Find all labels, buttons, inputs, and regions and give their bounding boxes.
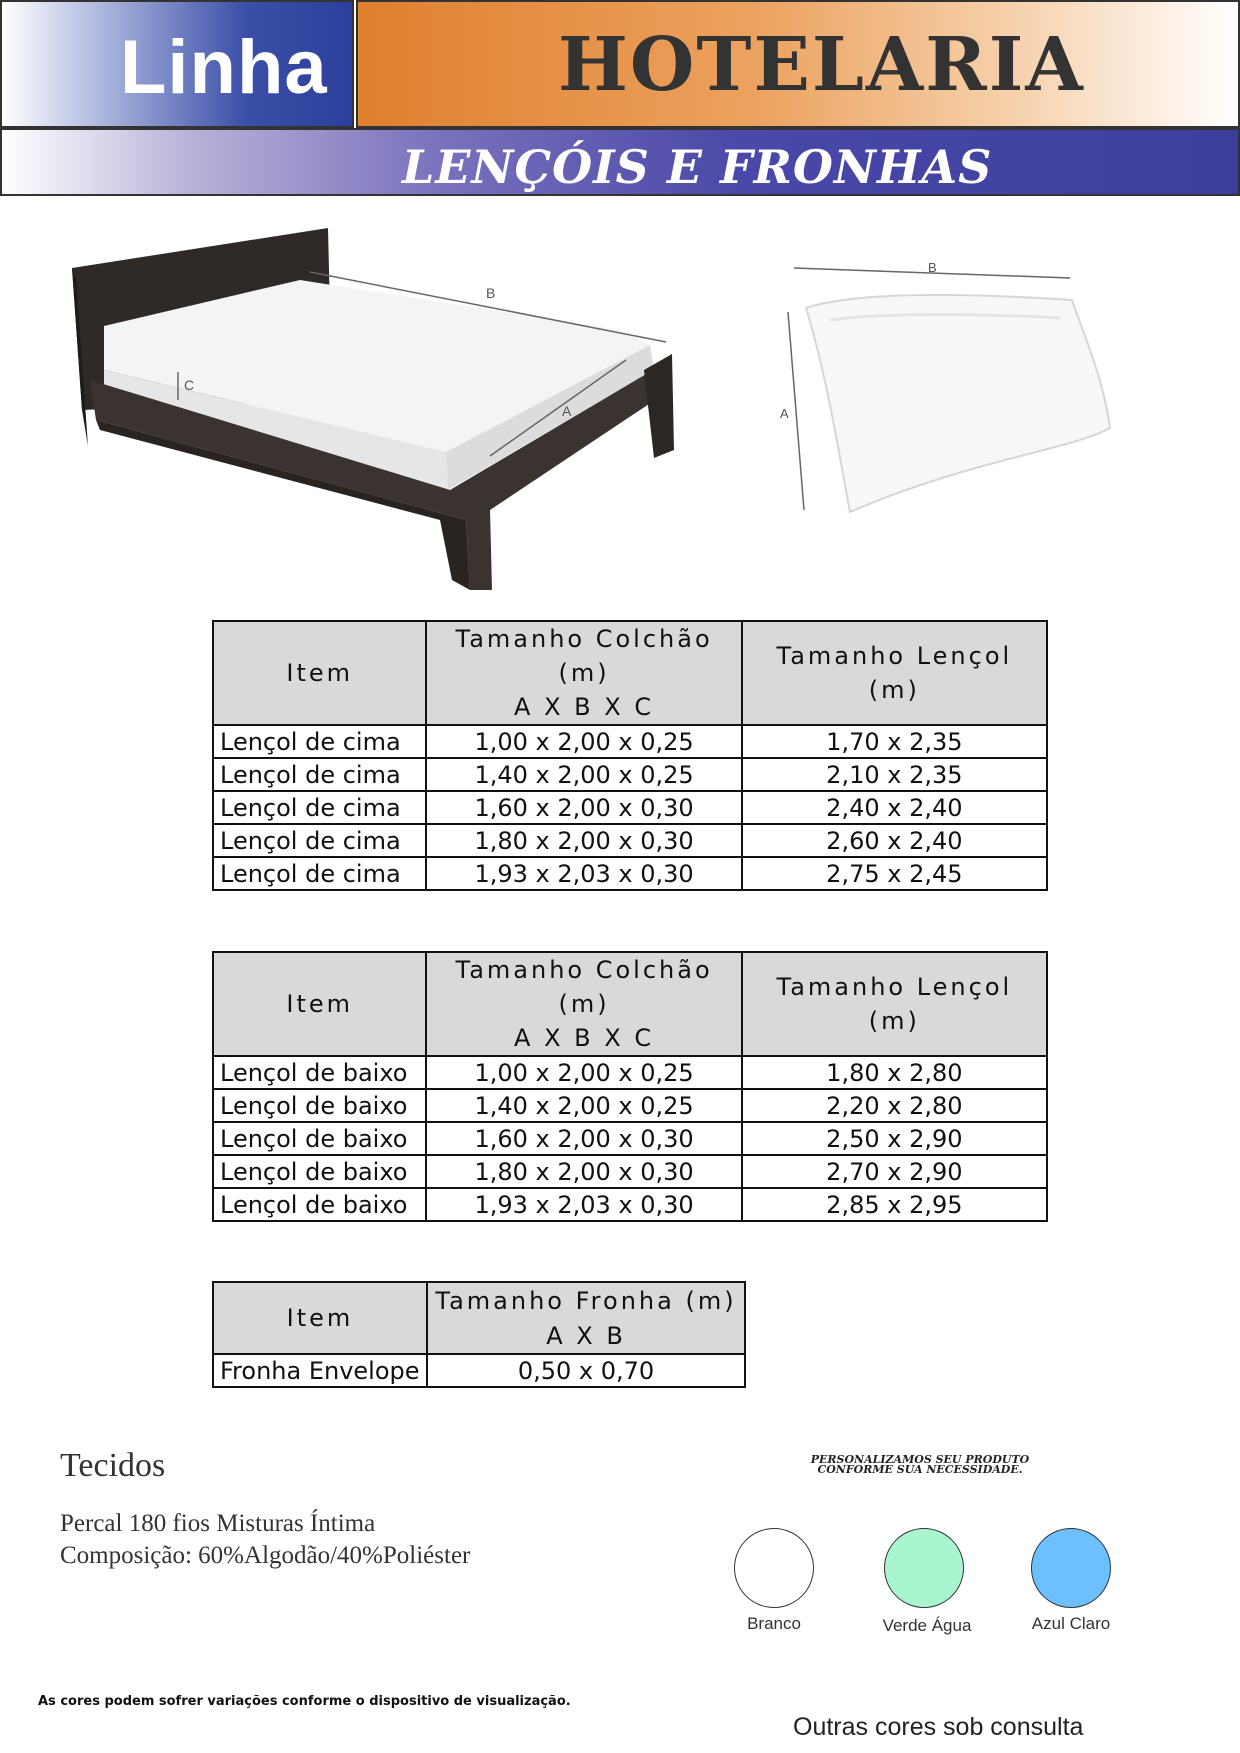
customization-line-1: PERSONALIZAMOS SEU PRODUTO — [810, 1453, 1030, 1466]
fabrics-title: Tecidos — [60, 1447, 166, 1484]
col-item-header: Item — [213, 952, 426, 1056]
cell-item: Lençol de baixo — [213, 1122, 426, 1155]
table-row — [213, 1122, 1047, 1155]
pillowcase-table — [212, 1281, 746, 1388]
cell-mattress: 1,80 x 2,00 x 0,30 — [426, 1155, 741, 1188]
col-sheet-header: Tamanho Lençol (m) — [742, 621, 1047, 725]
cell-sheet: 1,70 x 2,35 — [742, 725, 1047, 758]
table-row — [213, 1188, 1047, 1221]
cell-sheet: 2,50 x 2,90 — [742, 1122, 1047, 1155]
pillow-illustration — [770, 260, 1130, 520]
cell-mattress: 1,93 x 2,03 x 0,30 — [426, 1188, 741, 1221]
swatch-label-branco: Branco — [747, 1614, 801, 1633]
cell-item: Lençol de cima — [213, 725, 426, 758]
table-row — [213, 1056, 1047, 1089]
cell-sheet: 2,85 x 2,95 — [742, 1188, 1047, 1221]
table-row — [213, 1155, 1047, 1188]
cell-item: Lençol de baixo — [213, 1188, 426, 1221]
cell-item: Lençol de baixo — [213, 1089, 426, 1122]
cell-mattress: 1,00 x 2,00 x 0,25 — [426, 1056, 741, 1089]
col-mattress-header: Tamanho Colchão (m) — [426, 621, 741, 690]
header-linha-box — [0, 0, 354, 128]
top-sheet-table — [212, 620, 1048, 891]
col-pillowcase-dims: A X B — [427, 1319, 745, 1354]
header-linha: Linha — [120, 25, 328, 110]
cell-mattress: 1,40 x 2,00 x 0,25 — [426, 758, 741, 791]
col-sheet-header: Tamanho Lençol (m) — [742, 952, 1047, 1056]
cell-mattress: 1,60 x 2,00 x 0,30 — [426, 791, 741, 824]
table-row — [213, 824, 1047, 857]
cell-sheet: 2,75 x 2,45 — [742, 857, 1047, 890]
table-row — [213, 725, 1047, 758]
swatch-label-verde-agua: Verde Água — [882, 1616, 972, 1635]
table-row — [213, 1354, 745, 1387]
page-subtitle: LENÇÓIS E FRONHAS — [402, 140, 993, 194]
swatch-branco — [734, 1528, 814, 1608]
cell-sheet: 1,80 x 2,80 — [742, 1056, 1047, 1089]
other-colors-note: Outras cores sob consulta — [793, 1713, 1084, 1741]
swatch-verde-agua — [884, 1528, 964, 1608]
pillow-dimension-a-line — [788, 312, 804, 510]
cell-item: Lençol de baixo — [213, 1056, 426, 1089]
table-row — [213, 1089, 1047, 1122]
cell-item: Lençol de baixo — [213, 1155, 426, 1188]
cell-mattress: 1,60 x 2,00 x 0,30 — [426, 1122, 741, 1155]
cell-mattress: 1,00 x 2,00 x 0,25 — [426, 725, 741, 758]
cell-sheet: 2,10 x 2,35 — [742, 758, 1047, 791]
table-row — [213, 758, 1047, 791]
col-item-header: Item — [213, 1282, 427, 1354]
col-item-header: Item — [213, 621, 426, 725]
table-row — [213, 857, 1047, 890]
swatch-label-azul-claro: Azul Claro — [1031, 1614, 1111, 1633]
pillow-label-a: A — [780, 406, 789, 421]
cell-sheet: 2,70 x 2,90 — [742, 1155, 1047, 1188]
customization-line-2: CONFORME SUA NECESSIDADE. — [817, 1463, 1023, 1476]
cell-item: Lençol de cima — [213, 758, 426, 791]
header-title: HOTELARIA — [558, 22, 1085, 108]
label-b: B — [486, 285, 496, 301]
swatch-azul-claro — [1031, 1528, 1111, 1608]
fabrics-line-2: Composição: 60%Algodão/40%Poliéster — [60, 1542, 471, 1569]
col-pillowcase-header: Tamanho Fronha (m) — [427, 1282, 745, 1319]
label-c: C — [184, 377, 195, 393]
col-mattress-dims: A X B X C — [426, 690, 741, 725]
label-a: A — [562, 403, 572, 419]
cell-mattress: 1,93 x 2,03 x 0,30 — [426, 857, 741, 890]
bottom-sheet-table — [212, 951, 1048, 1222]
cell-item: Lençol de cima — [213, 791, 426, 824]
color-disclaimer: As cores podem sofrer variações conforme o dispositivo de visualização. — [38, 1694, 571, 1709]
cell-mattress: 1,80 x 2,00 x 0,30 — [426, 824, 741, 857]
cell-pillowcase: 0,50 x 0,70 — [427, 1354, 745, 1387]
cell-sheet: 2,20 x 2,80 — [742, 1089, 1047, 1122]
cell-sheet: 2,60 x 2,40 — [742, 824, 1047, 857]
table-row — [213, 791, 1047, 824]
cell-sheet: 2,40 x 2,40 — [742, 791, 1047, 824]
cell-mattress: 1,40 x 2,00 x 0,25 — [426, 1089, 741, 1122]
header-title-box — [356, 0, 1240, 128]
col-mattress-dims: A X B X C — [426, 1021, 741, 1056]
cell-item: Lençol de cima — [213, 857, 426, 890]
bed-illustration — [60, 220, 680, 590]
col-mattress-header: Tamanho Colchão (m) — [426, 952, 741, 1021]
customization-note — [800, 1455, 1040, 1475]
fabrics-line-1: Percal 180 fios Misturas Íntima — [60, 1510, 376, 1537]
cell-item: Fronha Envelope — [213, 1354, 427, 1387]
cell-item: Lençol de cima — [213, 824, 426, 857]
pillow-label-b: B — [928, 260, 937, 275]
subheader-box — [0, 128, 1240, 196]
